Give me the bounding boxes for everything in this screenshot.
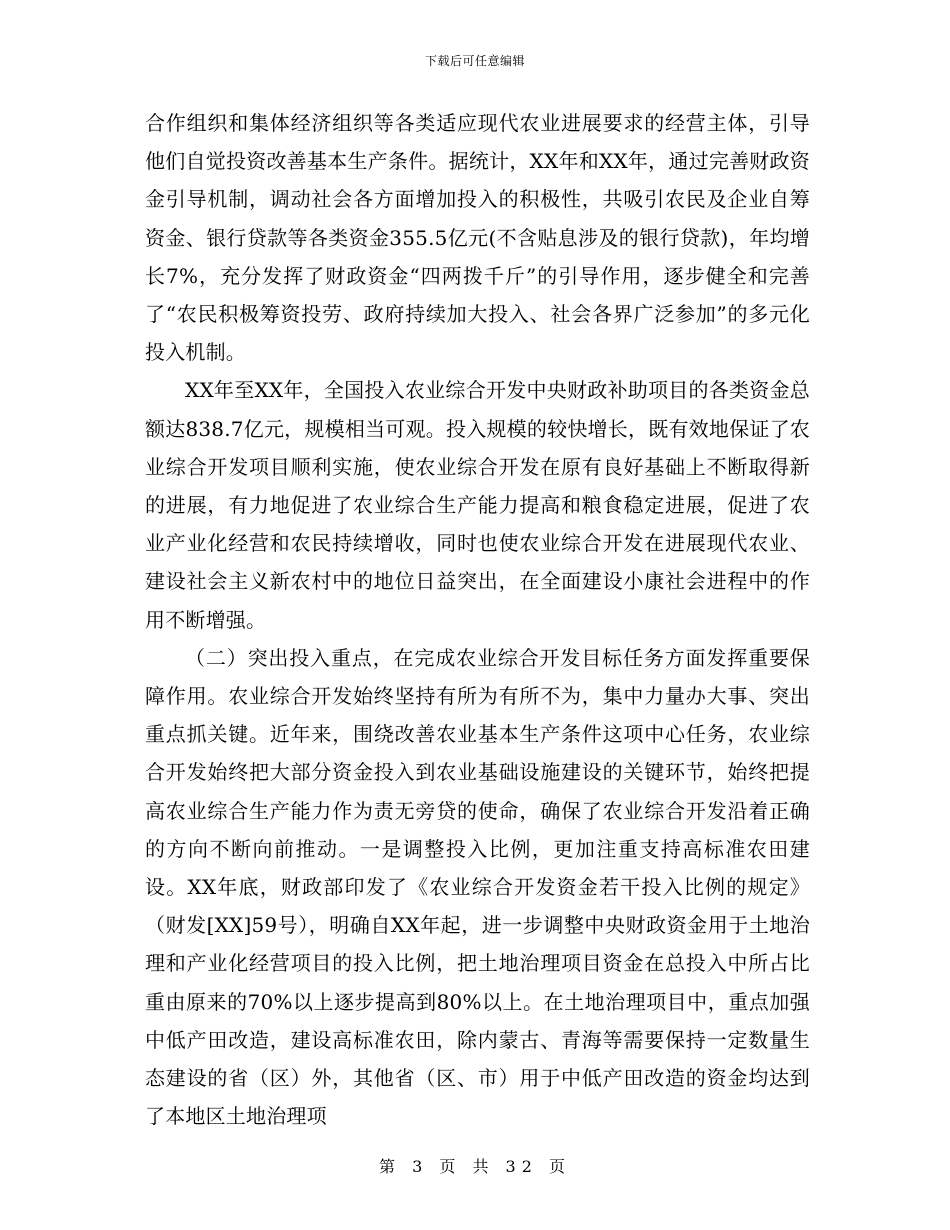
paragraph-3: （二）突出投入重点，在完成农业综合开发目标任务方面发挥重要保障作用。农业综合开发始终坚持有所为有所不为，集中力量办大事、突出重点抓关键。近年来，围绕改善农业基本生产条件这项中心任务，农业综合开发始终把大部分资金投入到农业基础设施建设的关键环节，始终把提高农业综合生产能力作为责无旁贷的使命，确保了农业综合开发沿着正确的方向不断向前推动。一是调整投入比例，更加注重支持高标准农田建设。XX年底，财政部印发了《农业综合开发资金若干投入比例的规定》（财发[XX]59号），明确自XX年起，进一步调整中央财政资金用于土地治理和产业化经营项目的投入比例，把土地治理项目资金在总投入中所占比重由原来的70%以上逐步提高到80%以上。在土地治理项目中，重点加强中低产田改造，建设高标准农田，除内蒙古、青海等需要保持一定数量生态建设的省（区）外，其他省（区、市）用于中低产田改造的资金均达到了本地区土地治理项 (145, 645, 810, 1129)
paragraph-2: XX年至XX年，全国投入农业综合开发中央财政补助项目的各类资金总额达838.7亿元，规模相当可观。投入规模的较快增长，既有效地保证了农业综合开发项目顺利实施，使农业综合开发在原有良好基础上不断取得新的进展，有力地促进了农业综合生产能力提高和粮食稳定进展，促进了农业产业化经营和农民持续增收，同时也使农业综合开发在进展现代农业、建设社会主义新农村中的地位日益突出，在全面建设小康社会进程中的作用不断增强。 (145, 378, 810, 632)
page-header: 下载后可任意编辑 (424, 54, 525, 68)
document-body (145, 104, 810, 1135)
paragraph-1: 合作组织和集体经济组织等各类适应现代农业进展要求的经营主体，引导他们自觉投资改善基本生产条件。据统计，XX年和XX年，通过完善财政资金引导机制，调动社会各方面增加投入的积极性，共吸引农民及企业自筹资金、银行贷款等各类资金355.5亿元(不含贴息涉及的银行贷款)，年均增长7%，充分发挥了财政资金“四两拨千斤”的引导作用，逐步健全和完善了“农民积极筹资投劳、政府持续加大投入、社会各界广泛参加”的多元化投入机制。 (145, 111, 810, 365)
page-footer: 第 3 页 共 32 页 (379, 1157, 571, 1176)
